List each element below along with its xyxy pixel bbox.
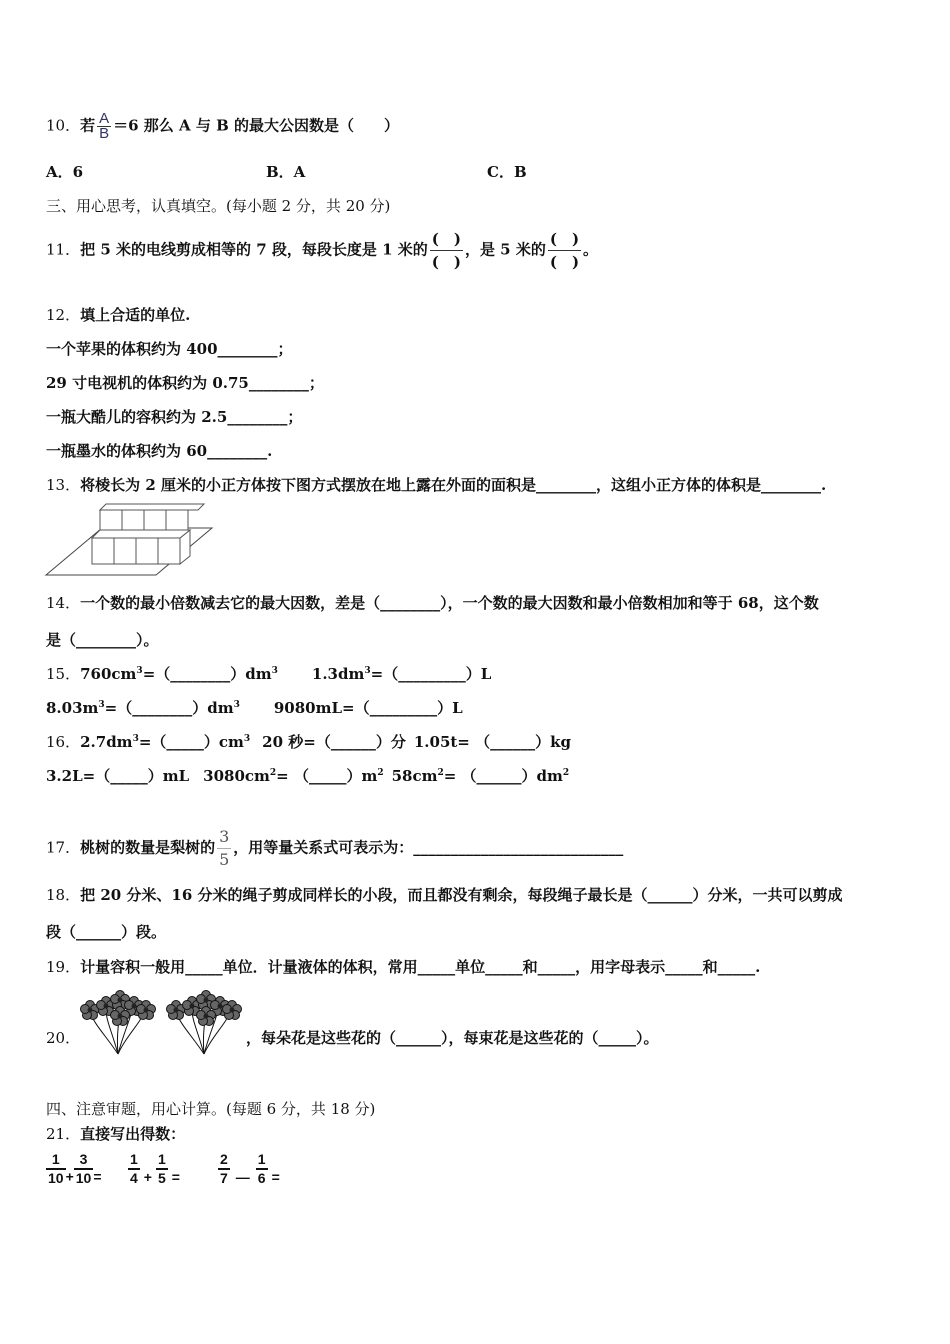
q18-line-2: 段（______）段。 (46, 923, 167, 941)
fraction-3-5: $\frac{3}{5}$ (219, 827, 230, 869)
q10-line (46, 112, 399, 141)
option-c[interactable]: C．B (487, 163, 527, 181)
q21-expression-3: $\frac{2}{7}$ — $\frac{1}{6}$ = (220, 1151, 280, 1186)
q21-title: 21．直接写出得数： (46, 1125, 186, 1143)
option-a[interactable]: A．6 (46, 163, 84, 181)
q12-item: 一个苹果的体积约为 400________； (46, 340, 293, 358)
q21-expression-2: $\frac{1}{4}$ + $\frac{1}{5}$ = (130, 1151, 180, 1186)
blank-fraction[interactable]: $\frac{( )}{( )}$ (549, 230, 580, 271)
q16-row-2: 3.2L=（_____）mL $3080cm^2=$ $(\_\_\_\_\_)m^2$ $58cm^2=$ $(\_\_\_\_\_\_)dm^2$ (46, 767, 570, 785)
q12-item: 一瓶墨水的体积约为 60________. (46, 442, 273, 460)
q21-expression-1: $\frac{1}{10}$ + $\frac{3}{10}$ = (48, 1151, 102, 1186)
q14-line-2: 是（________）。 (46, 631, 159, 649)
q12-item: 一瓶大酷儿的容积约为 2.5________； (46, 408, 303, 426)
q12-title: 12．填上合适的单位. (46, 306, 191, 324)
flower-bouquets-figure (76, 988, 246, 1058)
q17-line: 17．桃树的数量是梨树的 $\frac{3}{5}$ ，用等量关系式可表示为：____________________________ (46, 827, 624, 869)
q15-row-1: 15．$760cm^3=(\_\_\_\_\_\_\_\_)dm^3$ $1.3dm^3=(\_\_\_\_\_\_\_\_\_)L$ (46, 665, 492, 683)
blank-fraction[interactable]: $\frac{( )}{( )}$ (431, 230, 461, 271)
q20-text: ，每朵花是这些花的（______），每束花是这些花的（_____）。 (246, 1029, 659, 1047)
q10-text: ＝6 那么 A 与 B 的最大公因数是（ ） (113, 116, 399, 135)
q16-row-1: 16．$2.7dm^3=(\_\_\_\_\_)cm^3$ 20 秒=（______）分 1.05t= （______）kg (46, 733, 571, 751)
q15-row-2: $8.03m^3=(\_\_\_\_\_\_\_\_)dm^3$ 9080mL=（_________）L (46, 699, 463, 717)
cubes-figure (44, 502, 216, 578)
q14-line: 14．一个数的最小倍数减去它的最大因数，差是（________），一个数的最大因数和最小倍数相加和等于 68，这个数 (46, 594, 819, 612)
q-number: 10． (46, 116, 81, 135)
section-3-heading: 三、用心思考，认真填空。(每小题 2 分，共 20 分) (46, 197, 391, 215)
q18-line: 18．把 20 分米、16 分米的绳子剪成同样长的小段，而且都没有剩余，每段绳子最长是（______）分米，一共可以剪成 (46, 886, 843, 904)
fraction-a-over-b: $\frac{A}{B}$ (99, 110, 110, 142)
q13-line: 13．将棱长为 2 厘米的小正方体按下图方式摆放在地上露在外面的面积是________，这组小正方体的体积是________. (46, 476, 827, 494)
q12-item: 29 寸电视机的体积约为 0.75________； (46, 374, 324, 392)
q11-line: 11．把 5 米的电线剪成相等的 7 段，每段长度是 1 米的 $\frac{( )}{( )}$ ，是 5 米的 $\frac{( )}{( )}$ 。 (46, 230, 599, 271)
q19-line: 19．计量容积一般用_____单位．计量液体的体积，常用_____单位_____和_____，用字母表示_____和_____. (46, 958, 761, 976)
q10-text: 若 (80, 116, 96, 135)
option-b[interactable]: B．A (266, 163, 306, 181)
section-4-heading: 四、注意审题，用心计算。(每题 6 分，共 18 分) (46, 1100, 376, 1118)
q20-number: 20． (46, 1029, 81, 1047)
